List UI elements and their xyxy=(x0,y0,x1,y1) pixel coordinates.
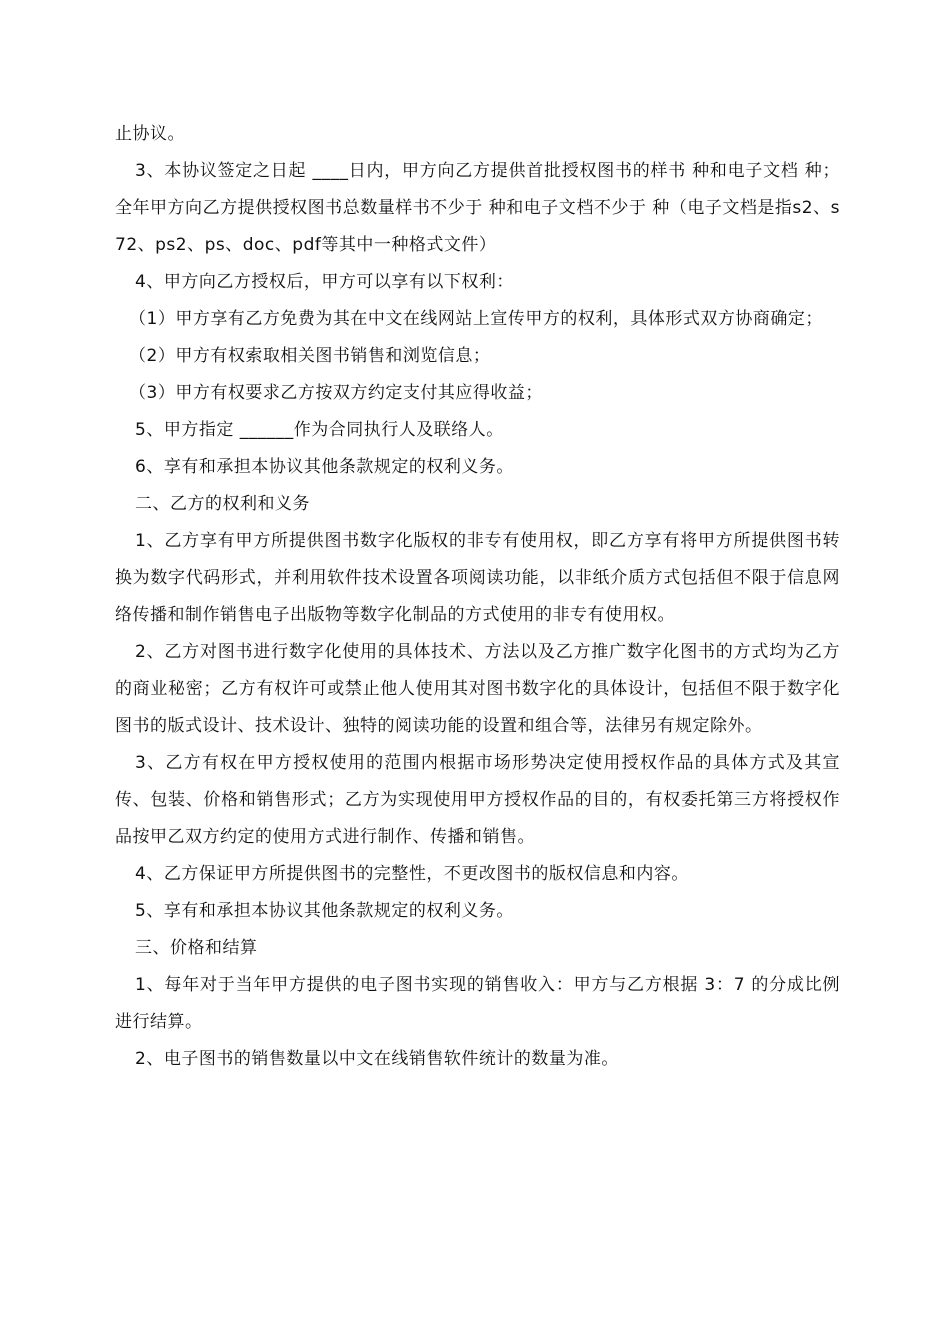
clause-1-4-1: （1）甲方享有乙方免费为其在中文在线网站上宣传甲方的权利，具体形式双方协商确定； xyxy=(129,309,823,329)
clause-1-6: 6、享有和承担本协议其他条款规定的权利义务。 xyxy=(135,457,514,477)
paragraph-continuation: 止协议。 xyxy=(115,124,185,144)
clause-1-4: 4、甲方向乙方授权后，甲方可以享有以下权利： xyxy=(135,272,514,292)
clause-3-2: 2、电子图书的销售数量以中文在线销售软件统计的数量为准。 xyxy=(135,1049,619,1069)
clause-3-1: 1、每年对于当年甲方提供的电子图书实现的销售收入：甲方与乙方根据 3：7 的分成比例进行结算。 xyxy=(115,975,840,1032)
section-heading-2: 二、乙方的权利和义务 xyxy=(135,494,310,514)
clause-2-4: 4、乙方保证甲方所提供图书的完整性，不更改图书的版权信息和内容。 xyxy=(135,864,689,884)
clause-1-5: 5、甲方指定 ______作为合同执行人及联络人。 xyxy=(135,420,504,440)
clause-2-3: 3、乙方有权在甲方授权使用的范围内根据市场形势决定使用授权作品的具体方式及其宣传、包装、价格和销售形式；乙方为实现使用甲方授权作品的目的，有权委托第三方将授权作品按甲乙双方约定的使用方式进行制作、传播和销售。 xyxy=(115,753,840,847)
document-body xyxy=(115,116,840,1078)
clause-1-3: 3、本协议签定之日起 ____日内，甲方向乙方提供首批授权图书的样书 种和电子文档 种；全年甲方向乙方提供授权图书总数量样书不少于 种和电子文档不少于 种（电子文档是指s2、s72、ps2、ps、doc、pdf等其中一种格式文件） xyxy=(115,161,840,255)
clause-2-1: 1、乙方享有甲方所提供图书数字化版权的非专有使用权，即乙方享有将甲方所提供图书转换为数字代码形式，并利用软件技术设置各项阅读功能，以非纸介质方式包括但不限于信息网络传播和制作销售电子出版物等数字化制品的方式使用的非专有使用权。 xyxy=(115,531,840,625)
section-heading-3: 三、价格和结算 xyxy=(135,938,258,958)
clause-2-2: 2、乙方对图书进行数字化使用的具体技术、方法以及乙方推广数字化图书的方式均为乙方的商业秘密；乙方有权许可或禁止他人使用其对图书数字化的具体设计，包括但不限于数字化图书的版式设计、技术设计、独特的阅读功能的设置和组合等，法律另有规定除外。 xyxy=(115,642,840,736)
clause-1-4-3: （3）甲方有权要求乙方按双方约定支付其应得收益； xyxy=(129,383,543,403)
clause-2-5: 5、享有和承担本协议其他条款规定的权利义务。 xyxy=(135,901,514,921)
clause-1-4-2: （2）甲方有权索取相关图书销售和浏览信息； xyxy=(129,346,491,366)
